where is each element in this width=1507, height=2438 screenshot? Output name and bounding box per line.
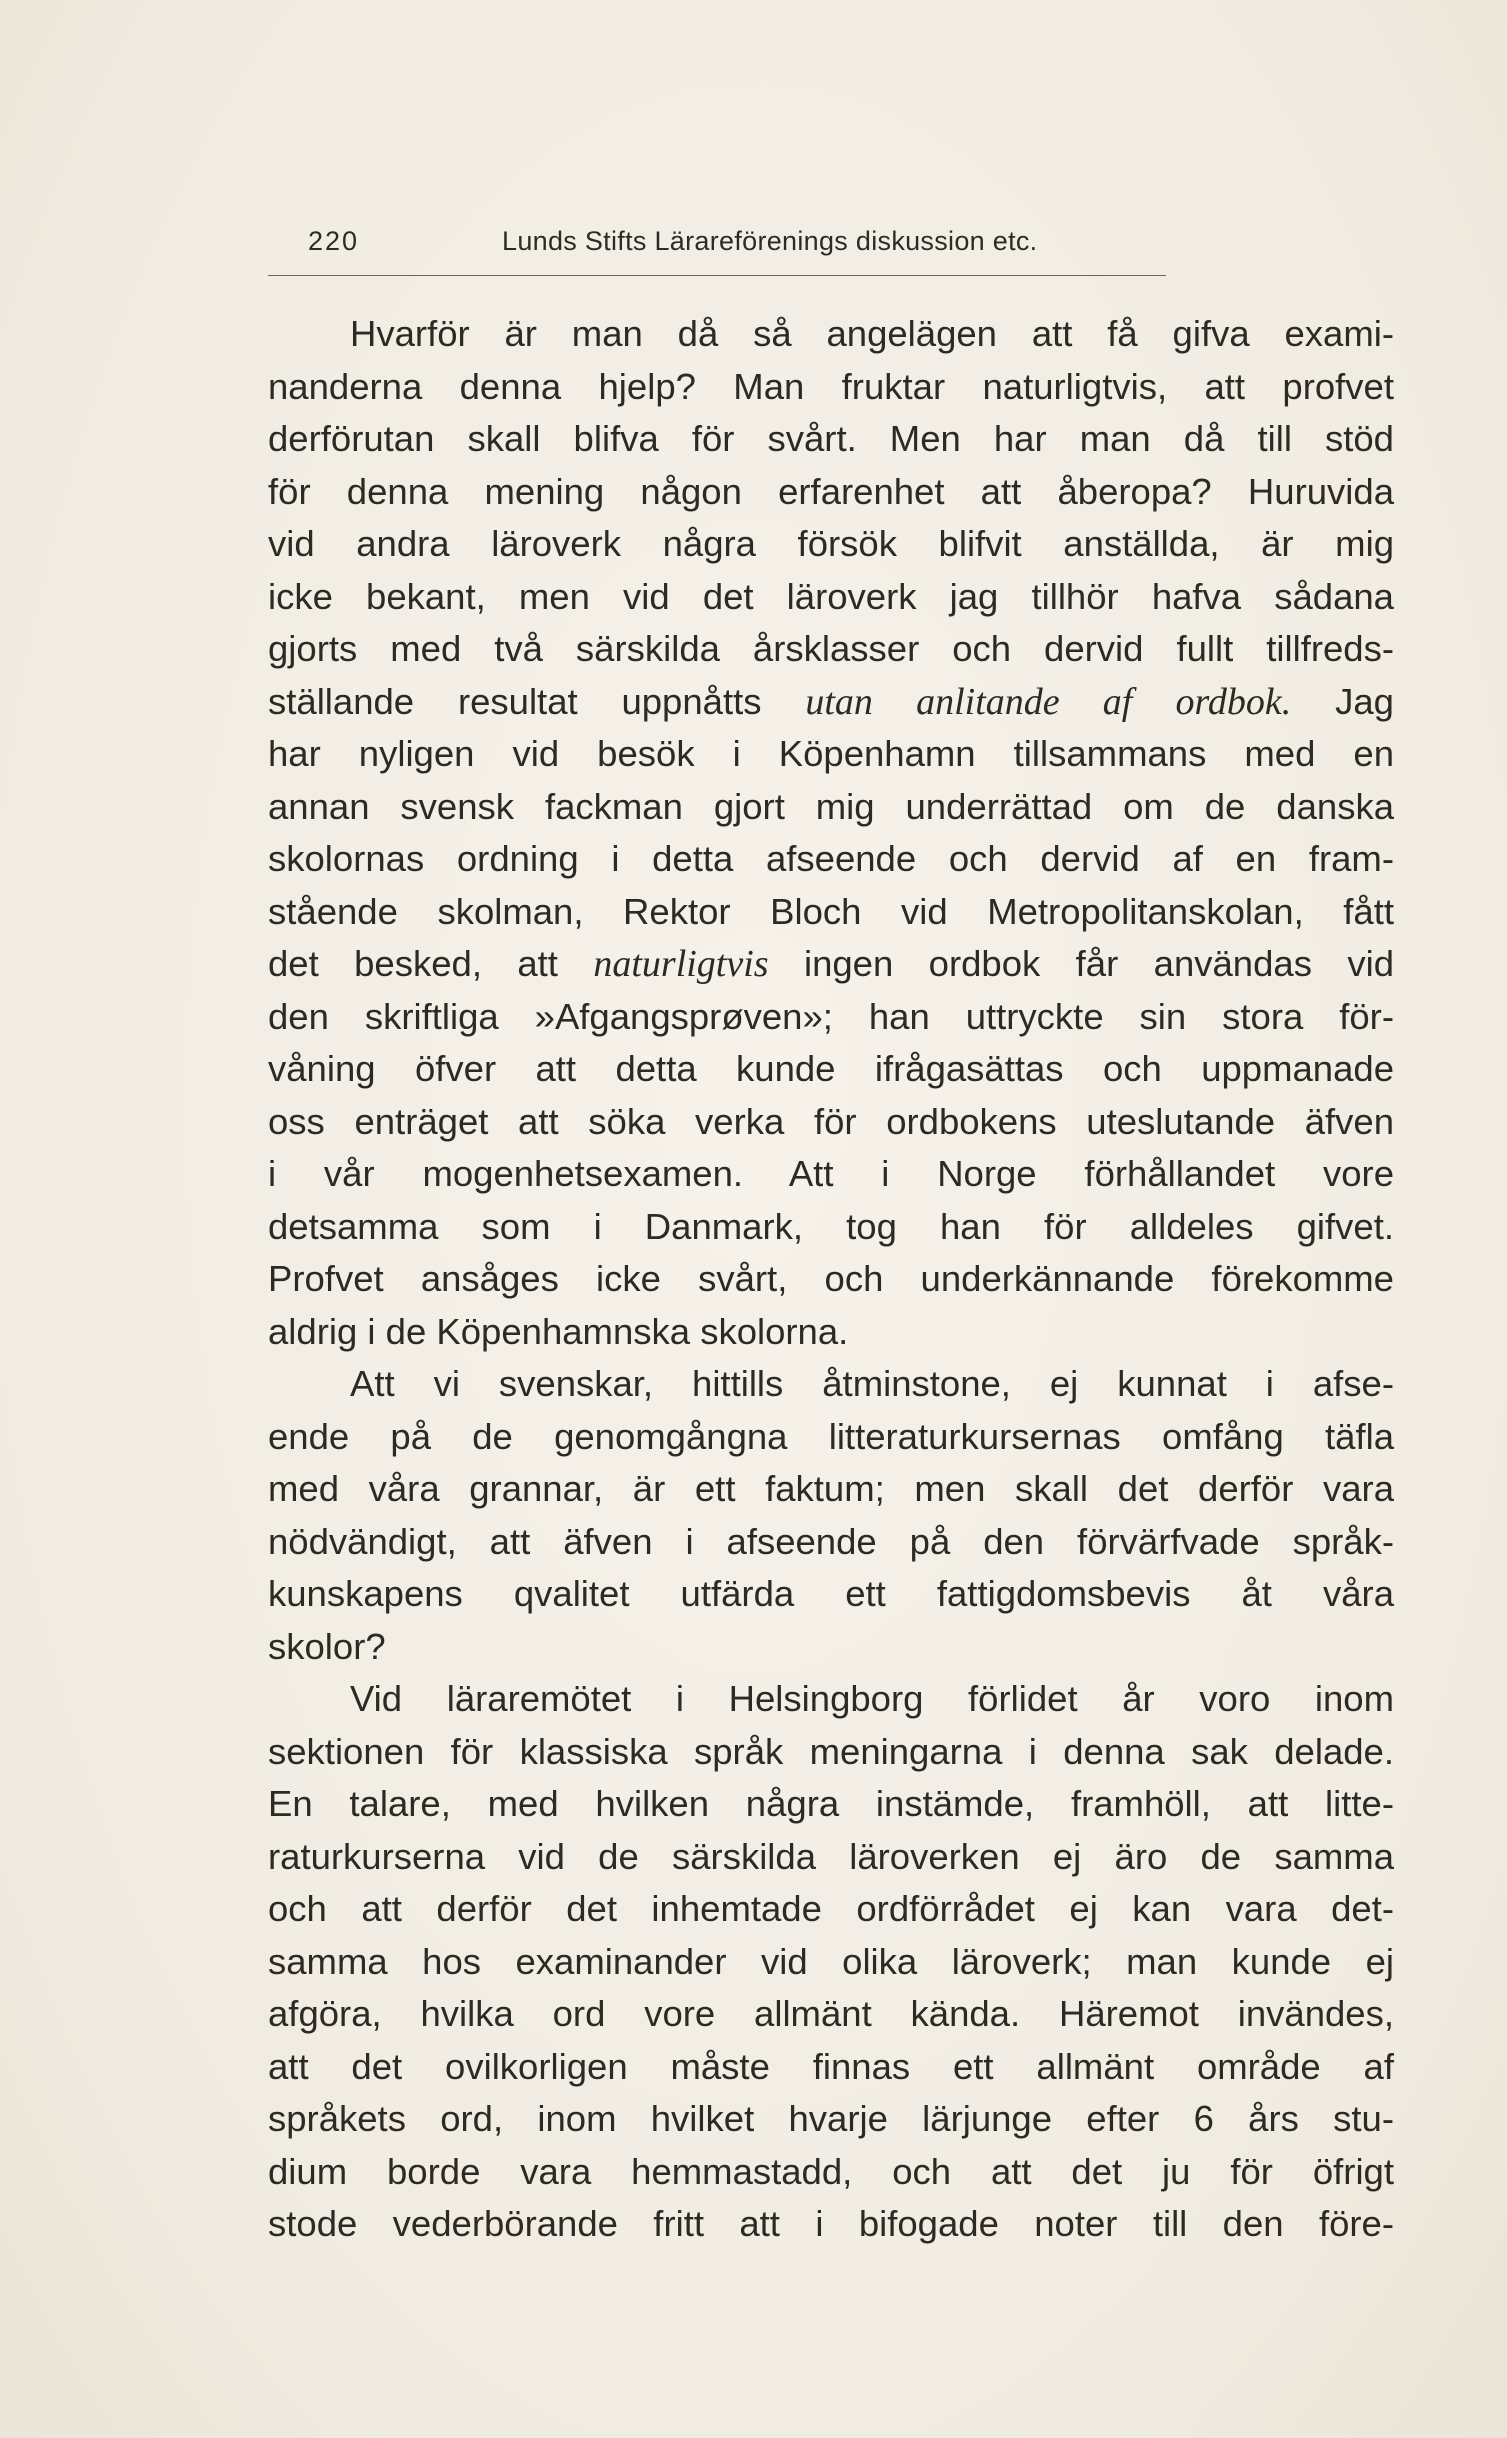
body-text xyxy=(268,308,1394,2251)
italic-phrase: utan anlitande af ordbok. xyxy=(805,680,1292,723)
text-line: Hvarför är man då så angelägen att få gifva exami- xyxy=(350,313,1394,354)
page-header xyxy=(300,222,1170,262)
paragraph-1 xyxy=(268,308,1394,1358)
text-line: med våra grannar, är ett faktum; men skall det derför vara xyxy=(268,1468,1394,1509)
text-line: ställande resultat uppnåtts utan anlitande af ordbok. Jag xyxy=(268,680,1394,723)
text-line: raturkurserna vid de särskilda läroverken ej äro de samma xyxy=(268,1835,1394,1877)
text-line: samma hos examinander vid olika läroverk; man kunde ej xyxy=(268,1940,1394,1982)
text-line: icke bekant, men vid det läroverk jag tillhör hafva sådana xyxy=(268,575,1394,617)
text-line: derförutan skall blifva för svårt. Men har man då till stöd xyxy=(268,418,1394,459)
italic-word: naturligtvis xyxy=(593,943,769,985)
text-line: sektionen för klassiska språk meningarna i denna sak delade. xyxy=(268,1730,1394,1772)
page-number: 220 xyxy=(308,226,360,256)
text-line: dium borde vara hemmastadd, och att det ju för öfrigt xyxy=(268,2150,1394,2192)
text-line: kunskapens qvalitet utfärda ett fattigdomsbevis åt våra xyxy=(268,1573,1394,1614)
text-line: det besked, att naturligtvis ingen ordbok får användas vid xyxy=(268,943,1394,985)
text-line: skolornas ordning i detta afseende och dervid af en fram- xyxy=(268,838,1394,879)
text-line: nanderna denna hjelp? Man fruktar naturligtvis, att profvet xyxy=(268,365,1394,407)
text-line: En talare, med hvilken några instämde, framhöll, att litte- xyxy=(268,1783,1394,1824)
text-line: ende på de genomgångna litteraturkursernas omfång täfla xyxy=(268,1415,1394,1457)
text-line: Vid läraremötet i Helsingborg förlidet år voro inom xyxy=(350,1678,1394,1719)
text-line: i vår mogenhetsexamen. Att i Norge förhållandet vore xyxy=(268,1153,1394,1194)
text-line: har nyligen vid besök i Köpenhamn tillsammans med en xyxy=(268,733,1394,774)
text-line: den skriftliga »Afgangsprøven»; han uttryckte sin stora för- xyxy=(268,995,1394,1037)
text-line: detsamma som i Danmark, tog han för alldeles gifvet. xyxy=(268,1205,1394,1247)
text-line: att det ovilkorligen måste finnas ett allmänt område af xyxy=(268,2045,1394,2087)
paragraph-3 xyxy=(268,1673,1394,2251)
text-line: språkets ord, inom hvilket hvarje lärjunge efter 6 års stu- xyxy=(268,2098,1394,2139)
text-line: afgöra, hvilka ord vore allmänt kända. Häremot invändes, xyxy=(268,1993,1394,2034)
text-line: våning öfver att detta kunde ifrågasättas och uppmanade xyxy=(268,1048,1394,1089)
running-title: Lunds Stifts Lärareförenings diskussion etc. xyxy=(502,226,1038,256)
text-line: skolor? xyxy=(268,1625,386,1667)
text-line: gjorts med två särskilda årsklasser och dervid fullt tillfreds- xyxy=(268,628,1394,669)
text-line: aldrig i de Köpenhamnska skolorna. xyxy=(268,1310,849,1352)
header-rule xyxy=(268,275,1166,276)
text-line: oss enträget att söka verka för ordbokens uteslutande äfven xyxy=(268,1100,1394,1142)
text-line: vid andra läroverk några försök blifvit anställda, är mig xyxy=(268,523,1394,564)
text-line: för denna mening någon erfarenhet att åberopa? Huruvida xyxy=(268,470,1394,512)
text-line: stode vederbörande fritt att i bifogade noter till den före- xyxy=(268,2203,1394,2244)
text-line: stående skolman, Rektor Bloch vid Metropolitanskolan, fått xyxy=(268,890,1394,932)
text-line: och att derför det inhemtade ordförrådet ej kan vara det- xyxy=(268,1888,1394,1929)
paragraph-2 xyxy=(268,1358,1394,1673)
text-line: Att vi svenskar, hittills åtminstone, ej kunnat i afse- xyxy=(350,1363,1394,1404)
text-line: Profvet ansåges icke svårt, och underkännande förekomme xyxy=(268,1258,1394,1299)
text-line: annan svensk fackman gjort mig underrättad om de danska xyxy=(268,785,1394,827)
text-line: nödvändigt, att äfven i afseende på den förvärfvade språk- xyxy=(268,1520,1394,1562)
